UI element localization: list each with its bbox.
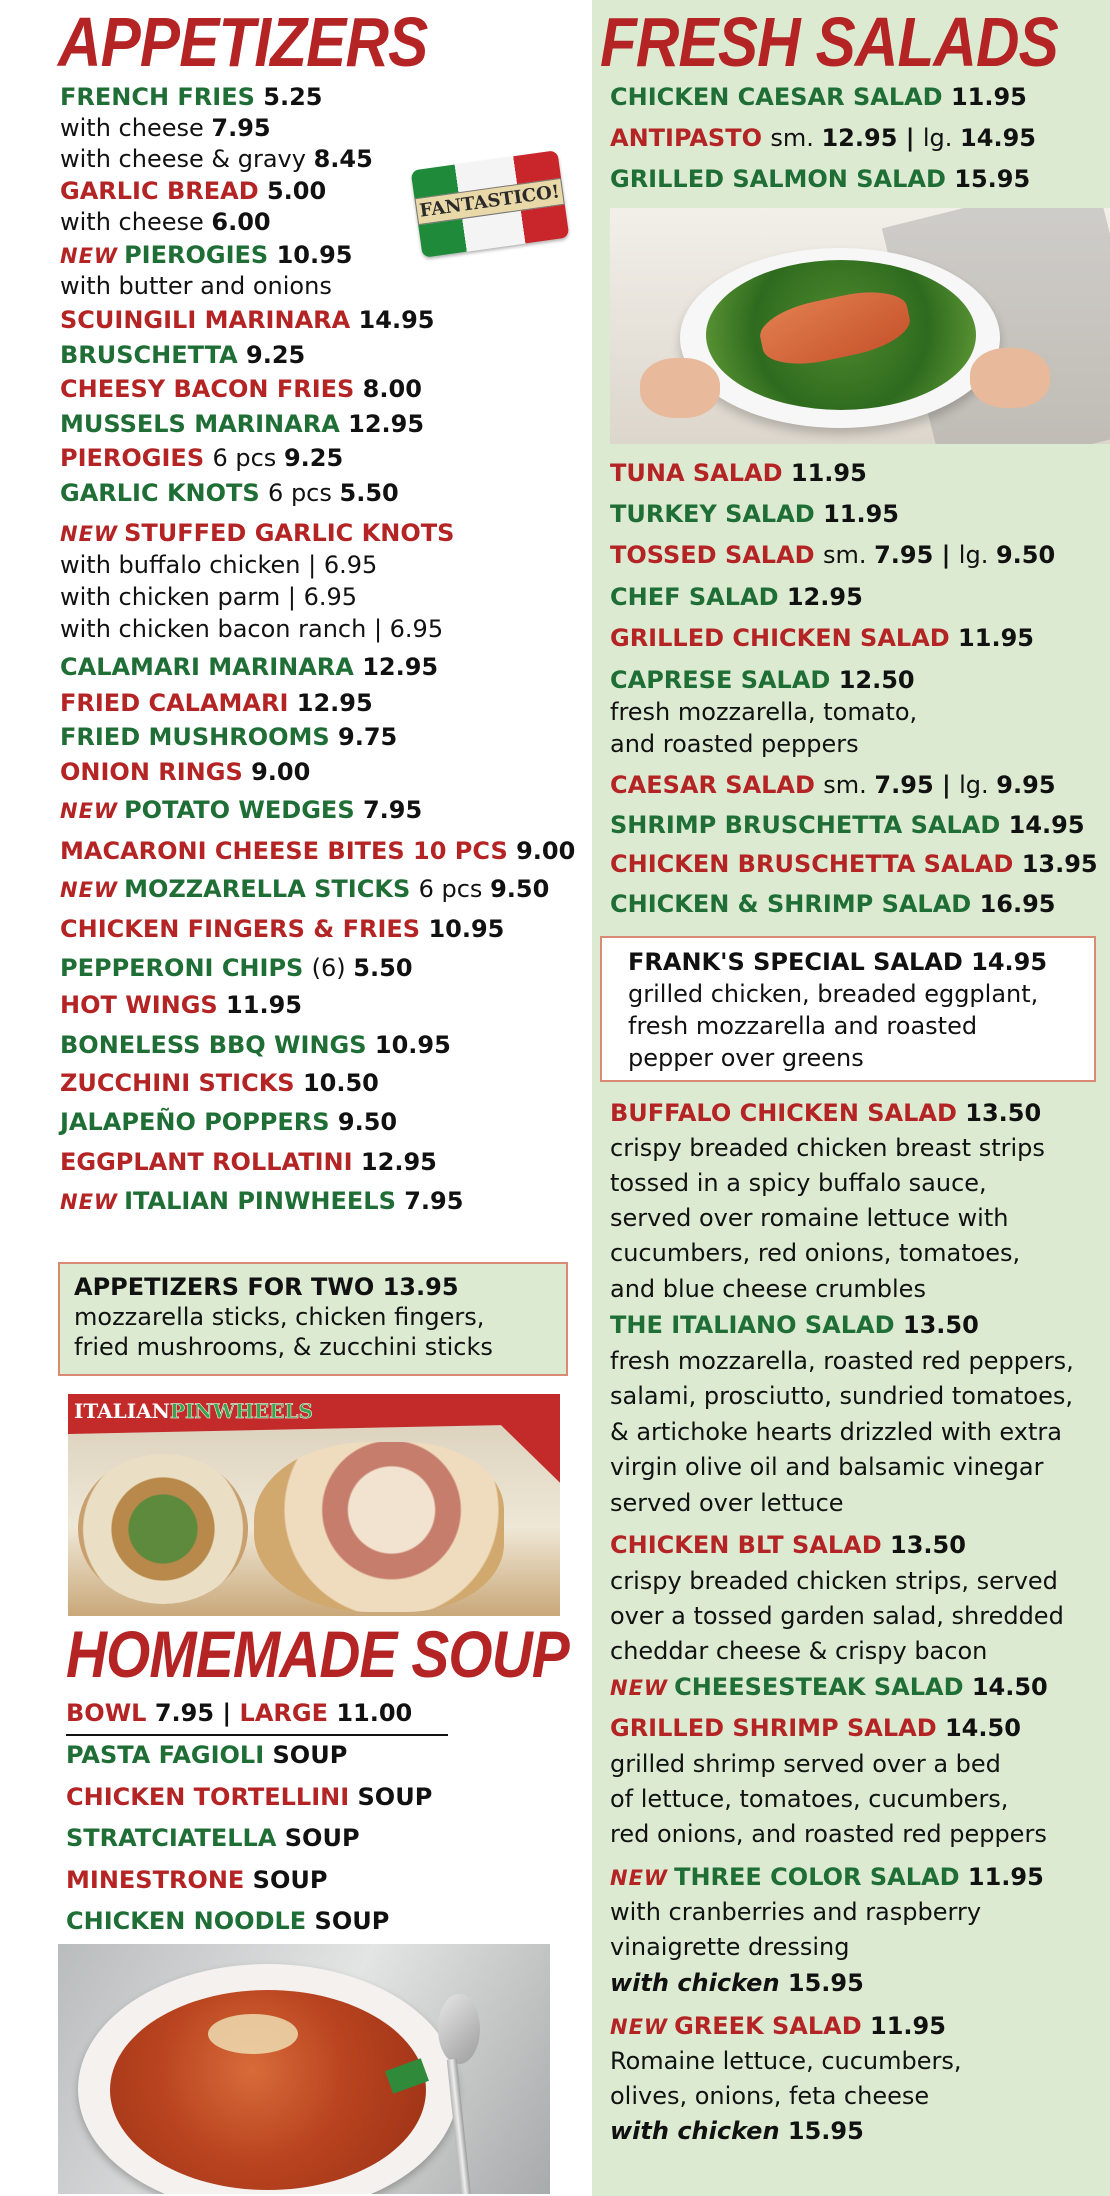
- new-label: NEW: [610, 2015, 669, 2039]
- item-name: CHEF SALAD: [610, 583, 787, 611]
- item-detail: 12.95: [360, 1148, 437, 1176]
- item-detail: sm.: [770, 124, 822, 152]
- salad-fresh-mozzarella-roasted-red-peppers: [610, 1346, 1074, 1376]
- item-detail: 9.00: [251, 758, 311, 786]
- item-name: CHEESY BACON FRIES: [60, 375, 363, 403]
- item-name: BONELESS BBQ WINGS: [60, 1031, 375, 1059]
- item-name: GRILLED CHICKEN SALAD: [610, 624, 959, 652]
- item-detail: sm.: [822, 541, 875, 569]
- item-detail: 7.95: [404, 1187, 464, 1215]
- minestrone-soup-photo: [58, 1944, 550, 2194]
- item-detail: 7.95: [362, 796, 423, 824]
- item-detail: 10.50: [302, 1069, 379, 1097]
- item-detail: with chicken: [610, 2117, 788, 2145]
- fantastico-badge: [411, 150, 570, 258]
- item-name: TURKEY SALAD: [610, 500, 824, 528]
- appetizer-mussels-marinara: [60, 409, 424, 439]
- item-detail: cucumbers, red onions, tomatoes,: [610, 1239, 1021, 1267]
- item-name: CHEESESTEAK SALAD: [674, 1673, 972, 1701]
- salad-chicken-blt-salad: [610, 1530, 966, 1560]
- item-name: BUFFALO CHICKEN SALAD: [610, 1099, 966, 1127]
- item-detail: with cheese: [60, 114, 212, 142]
- item-detail: with chicken parm | 6.95: [60, 583, 358, 611]
- soup-stratciatella: [66, 1823, 360, 1853]
- salad-crispy-breaded-chicken-strips-served: [610, 1566, 1058, 1596]
- item-detail: over a tossed garden salad, shredded: [610, 1602, 1064, 1630]
- salad-greek-salad: [610, 2011, 946, 2042]
- appetizer-fried-calamari: [60, 688, 373, 718]
- item-name: GRILLED SALMON SALAD: [610, 165, 955, 193]
- item-detail: with buffalo chicken | 6.95: [60, 551, 378, 579]
- item-detail: SOUP: [314, 1907, 390, 1935]
- appetizer-with-cheese: [60, 207, 271, 237]
- item-name: MACARONI CHEESE BITES 10 PCS: [60, 837, 517, 865]
- item-detail: 5.50: [339, 479, 399, 507]
- item-detail: 11.95: [790, 459, 867, 487]
- new-label: NEW: [610, 1866, 669, 1890]
- item-name: CHICKEN BLT SALAD: [610, 1531, 891, 1559]
- item-name: BRUSCHETTA: [60, 341, 246, 369]
- item-detail: 13.95: [1021, 850, 1098, 878]
- item-name: STUFFED GARLIC KNOTS: [124, 519, 455, 547]
- item-detail: 11.95: [967, 1863, 1044, 1891]
- item-detail: SOUP: [252, 1865, 328, 1894]
- appetizer-jalape-o-poppers: [60, 1107, 397, 1137]
- item-detail: 14.95: [960, 124, 1036, 152]
- appetizer-boneless-bbq-wings: [60, 1030, 451, 1060]
- item-detail: sm.: [823, 771, 875, 799]
- salad-fresh-mozzarella-tomato: [610, 697, 917, 727]
- appetizers-for-two-desc-1: mozzarella sticks, chicken fingers,: [74, 1303, 485, 1331]
- salad-cucumbers-red-onions-tomatoes: [610, 1238, 1020, 1268]
- salad-caesar-salad: [610, 770, 1056, 800]
- item-detail: 15.95: [954, 165, 1031, 193]
- item-name: FRIED CALAMARI: [60, 689, 297, 717]
- item-detail: cheddar cheese & crispy bacon: [610, 1637, 988, 1665]
- item-detail: 13.50: [965, 1099, 1042, 1127]
- franks-special-desc-3: pepper over greens: [628, 1044, 864, 1072]
- appetizer-garlic-bread: [60, 176, 326, 206]
- appetizer-with-butter-and-onions: [60, 271, 332, 301]
- item-detail: crispy breaded chicken strips, served: [610, 1567, 1058, 1595]
- item-name: GRILLED SHRIMP SALAD: [610, 1714, 945, 1742]
- appetizer-macaroni-cheese-bites-10-pcs: [60, 836, 575, 866]
- item-name: STRATCIATELLA: [66, 1824, 285, 1852]
- appetizer-potato-wedges: [60, 795, 422, 826]
- item-detail: red onions, and roasted red peppers: [610, 1820, 1047, 1848]
- item-name: SHRIMP BRUSCHETTA SALAD: [610, 811, 1009, 839]
- item-detail: SOUP: [357, 1782, 433, 1811]
- item-name: JALAPEÑO POPPERS: [60, 1108, 338, 1136]
- salad-grilled-salmon-salad: [610, 164, 1030, 194]
- salad-served-over-lettuce: [610, 1488, 844, 1518]
- item-detail: fresh mozzarella, tomato,: [610, 698, 918, 726]
- item-detail: with chicken bacon ranch | 6.95: [60, 615, 444, 643]
- item-detail: 5.50: [353, 954, 413, 982]
- salad-cheddar-cheese-crispy-bacon: [610, 1636, 987, 1666]
- item-detail: tossed in a spicy buffalo sauce,: [610, 1169, 987, 1197]
- item-detail: 14.95: [358, 306, 435, 334]
- item-detail: served over lettuce: [610, 1489, 844, 1517]
- salad-shrimp-bruschetta-salad: [610, 810, 1085, 840]
- salad-romaine-lettuce-cucumbers: [610, 2046, 962, 2076]
- appetizer-calamari-marinara: [60, 652, 438, 682]
- appetizer-with-cheese-gravy: [60, 144, 373, 174]
- item-detail: fresh mozzarella, roasted red peppers,: [610, 1347, 1074, 1375]
- appetizer-scuingili-marinara: [60, 305, 434, 335]
- new-label: NEW: [60, 244, 119, 268]
- item-detail: 14.50: [944, 1714, 1021, 1742]
- salad-with-chicken: [610, 2116, 864, 2146]
- item-name: FRIED MUSHROOMS: [60, 723, 339, 751]
- salad-tuna-salad: [610, 458, 867, 488]
- franks-special-box: [600, 936, 1096, 1082]
- item-name: TUNA SALAD: [610, 459, 791, 487]
- item-detail: 9.25: [283, 444, 344, 472]
- item-detail: and roasted peppers: [610, 730, 859, 758]
- item-detail: 12.95: [348, 410, 425, 438]
- item-detail: with cheese & gravy: [60, 145, 314, 173]
- item-detail: 12.95: [786, 583, 863, 611]
- salad-caprese-salad: [610, 665, 915, 695]
- item-name: TOSSED SALAD: [610, 541, 823, 569]
- salad-olives-onions-feta-cheese: [610, 2081, 929, 2111]
- appetizers-heading: APPETIZERS: [58, 3, 428, 81]
- item-detail: & artichoke hearts drizzled with extra: [610, 1418, 1062, 1446]
- salad-with-cranberries-and-raspberry: [610, 1897, 981, 1927]
- appetizer-bruschetta: [60, 340, 305, 370]
- new-label: NEW: [60, 522, 119, 546]
- franks-special-desc-1: grilled chicken, breaded eggplant,: [628, 980, 1039, 1008]
- item-name: CHICKEN BRUSCHETTA SALAD: [610, 850, 1022, 878]
- appetizer-with-cheese: [60, 113, 271, 143]
- item-name: CAPRESE SALAD: [610, 666, 839, 694]
- salad-artichoke-hearts-drizzled-with-extra: [610, 1417, 1062, 1447]
- appetizers-for-two-title: APPETIZERS FOR TWO 13.95: [74, 1273, 459, 1301]
- item-name: THE ITALIANO SALAD: [610, 1311, 903, 1339]
- salad-and-blue-cheese-crumbles: [610, 1274, 926, 1304]
- item-detail: vinaigrette dressing: [610, 1933, 850, 1961]
- salad-and-roasted-peppers: [610, 729, 859, 759]
- item-name: PIEROGIES: [124, 241, 277, 269]
- item-detail: 8.45: [313, 145, 373, 173]
- pinwheels-banner-word-2: PINWHEELS: [169, 1399, 313, 1423]
- size-price: 11.00: [336, 1699, 413, 1727]
- appetizers-for-two-box: [58, 1262, 568, 1376]
- item-detail: grilled shrimp served over a bed: [610, 1750, 1001, 1778]
- item-detail: 9.00: [516, 837, 576, 865]
- item-detail: 5.00: [266, 177, 327, 205]
- item-name: MUSSELS MARINARA: [60, 410, 349, 438]
- item-name: ONION RINGS: [60, 758, 252, 786]
- salad-of-lettuce-tomatoes-cucumbers: [610, 1784, 1008, 1814]
- appetizer-onion-rings: [60, 757, 310, 787]
- appetizer-hot-wings: [60, 990, 302, 1020]
- appetizers-for-two-desc-2: fried mushrooms, & zucchini sticks: [74, 1333, 493, 1361]
- salmon-salad-photo: [610, 208, 1110, 444]
- item-detail: salami, prosciutto, sundried tomatoes,: [610, 1382, 1073, 1410]
- item-name: CHICKEN NOODLE: [66, 1907, 315, 1935]
- fresh-salads-heading: FRESH SALADS: [600, 3, 1058, 81]
- item-detail: virgin olive oil and balsamic vinegar: [610, 1453, 1044, 1481]
- item-detail: 12.95: [362, 653, 439, 681]
- item-detail: 9.25: [246, 341, 306, 369]
- item-detail: 6 pcs: [268, 479, 340, 507]
- salad-grilled-chicken-salad: [610, 623, 1034, 653]
- soup-price-underline: [66, 1734, 448, 1736]
- item-detail: 11.95: [823, 500, 899, 528]
- appetizer-pepperoni-chips: [60, 953, 413, 983]
- new-label: NEW: [610, 1676, 669, 1700]
- item-detail: 14.50: [971, 1673, 1048, 1701]
- franks-special-desc-2: fresh mozzarella and roasted: [628, 1012, 978, 1040]
- soup-chicken-tortellini: [66, 1782, 432, 1812]
- size-price: 7.95 |: [154, 1699, 240, 1727]
- item-name: CALAMARI MARINARA: [60, 653, 363, 681]
- salad-crispy-breaded-chicken-breast-strips: [610, 1133, 1045, 1163]
- soup-minestrone: [66, 1865, 327, 1895]
- salad-turkey-salad: [610, 499, 899, 529]
- item-detail: (6): [311, 954, 354, 982]
- salad-cheesesteak-salad: [610, 1672, 1048, 1703]
- item-name: MOZZARELLA STICKS: [124, 875, 419, 903]
- item-name: EGGPLANT ROLLATINI: [60, 1148, 361, 1176]
- item-detail: SOUP: [284, 1824, 360, 1852]
- fantastico-badge-label: FANTASTICO!: [414, 178, 564, 225]
- new-label: NEW: [60, 1190, 119, 1214]
- item-detail: lg.: [922, 124, 961, 152]
- item-name: SCUINGILI MARINARA: [60, 306, 359, 334]
- item-name: CHICKEN TORTELLINI: [66, 1782, 358, 1811]
- salad-salami-prosciutto-sundried-tomatoes: [610, 1381, 1073, 1411]
- salad-chicken-caesar-salad: [610, 82, 1027, 112]
- item-detail: 14.95: [1008, 811, 1085, 839]
- soup-chicken-noodle: [66, 1906, 389, 1936]
- item-name: GREEK SALAD: [674, 2012, 871, 2040]
- item-detail: 6 pcs: [212, 444, 284, 472]
- salad-the-italiano-salad: [610, 1310, 979, 1340]
- salad-tossed-in-a-spicy-buffalo-sauce: [610, 1168, 987, 1198]
- homemade-soup-heading: HOMEMADE SOUP: [66, 1617, 569, 1691]
- item-name: GARLIC KNOTS: [60, 479, 269, 507]
- new-label: NEW: [60, 799, 119, 823]
- item-name: CHICKEN CAESAR SALAD: [610, 83, 951, 111]
- item-detail: 12.50: [838, 666, 915, 694]
- item-detail: 11.95: [870, 2012, 946, 2040]
- item-detail: 7.95 |: [874, 541, 959, 569]
- item-detail: 8.00: [362, 375, 422, 403]
- appetizer-with-buffalo-chicken-6-95: [60, 550, 377, 580]
- salad-with-chicken: [610, 1968, 864, 1998]
- salad-grilled-shrimp-served-over-a-bed: [610, 1749, 1001, 1779]
- item-name: THREE COLOR SALAD: [674, 1863, 968, 1891]
- appetizer-pierogies: [60, 240, 352, 271]
- salad-chef-salad: [610, 582, 863, 612]
- item-detail: Romaine lettuce, cucumbers,: [610, 2047, 962, 2075]
- item-detail: lg.: [959, 771, 997, 799]
- item-detail: 10.95: [428, 915, 505, 943]
- item-name: ANTIPASTO: [610, 124, 771, 152]
- item-detail: 9.50: [337, 1108, 398, 1136]
- item-name: HOT WINGS: [60, 991, 227, 1019]
- item-detail: 9.50: [490, 875, 550, 903]
- appetizer-italian-pinwheels: [60, 1186, 463, 1217]
- item-detail: 11.95: [958, 624, 1034, 652]
- item-detail: with cranberries and raspberry: [610, 1898, 982, 1926]
- item-detail: crispy breaded chicken breast strips: [610, 1134, 1045, 1162]
- item-name: PASTA FAGIOLI: [66, 1741, 273, 1769]
- item-detail: 11.95: [950, 83, 1027, 111]
- salad-virgin-olive-oil-and-balsamic-vinegar: [610, 1452, 1043, 1482]
- appetizer-chicken-fingers-fries: [60, 914, 504, 944]
- item-detail: 7.95 |: [874, 771, 960, 799]
- appetizer-fried-mushrooms: [60, 722, 397, 752]
- item-detail: lg.: [958, 541, 996, 569]
- soup-price-line: [66, 1698, 412, 1728]
- item-name: CHICKEN & SHRIMP SALAD: [610, 890, 980, 918]
- appetizer-pierogies: [60, 443, 343, 473]
- item-name: PEPPERONI CHIPS: [60, 954, 312, 982]
- item-detail: of lettuce, tomatoes, cucumbers,: [610, 1785, 1009, 1813]
- franks-special-title: FRANK'S SPECIAL SALAD 14.95: [628, 948, 1048, 976]
- item-detail: 6.00: [211, 208, 271, 236]
- appetizer-with-chicken-parm-6-95: [60, 582, 357, 612]
- appetizer-stuffed-garlic-knots: [60, 518, 454, 549]
- item-detail: 13.50: [902, 1311, 979, 1339]
- salad-chicken-bruschetta-salad: [610, 849, 1098, 879]
- salad-vinaigrette-dressing: [610, 1932, 849, 1962]
- salad-three-color-salad: [610, 1862, 1044, 1893]
- item-detail: with butter and onions: [60, 272, 332, 300]
- item-detail: 6 pcs: [418, 875, 491, 903]
- salad-grilled-shrimp-salad: [610, 1713, 1021, 1743]
- item-detail: 10.95: [276, 241, 353, 269]
- italian-pinwheels-photo: [68, 1394, 560, 1616]
- item-detail: 9.75: [338, 723, 398, 751]
- item-detail: 15.95: [787, 1969, 864, 1997]
- item-name: POTATO WEDGES: [124, 796, 363, 824]
- item-detail: served over romaine lettuce with: [610, 1204, 1009, 1232]
- appetizer-mozzarella-sticks: [60, 874, 549, 905]
- item-detail: olives, onions, feta cheese: [610, 2082, 930, 2110]
- size-label: LARGE: [239, 1699, 337, 1727]
- salad-served-over-romaine-lettuce-with: [610, 1203, 1008, 1233]
- item-name: CAESAR SALAD: [610, 771, 824, 799]
- item-detail: 16.95: [979, 890, 1056, 918]
- item-name: MINESTRONE: [66, 1865, 253, 1894]
- soup-pasta-fagioli: [66, 1740, 347, 1770]
- item-detail: 10.95: [374, 1031, 451, 1059]
- item-detail: 7.95: [211, 114, 271, 142]
- item-detail: 9.95: [996, 771, 1056, 799]
- new-label: NEW: [60, 878, 119, 902]
- item-name: GARLIC BREAD: [60, 177, 267, 205]
- appetizer-zucchini-sticks: [60, 1068, 379, 1098]
- item-detail: 15.95: [787, 2117, 864, 2145]
- right-column: [592, 0, 1110, 2196]
- appetizer-french-fries: [60, 82, 322, 112]
- salad-buffalo-chicken-salad: [610, 1098, 1041, 1128]
- item-detail: 11.95: [226, 991, 302, 1019]
- item-detail: 9.50: [995, 541, 1056, 569]
- salad-chicken-shrimp-salad: [610, 889, 1056, 919]
- item-name: ZUCCHINI STICKS: [60, 1069, 303, 1097]
- salad-red-onions-and-roasted-red-peppers: [610, 1819, 1047, 1849]
- item-name: PIEROGIES: [60, 444, 213, 472]
- appetizer-with-chicken-bacon-ranch-6-95: [60, 614, 443, 644]
- item-detail: and blue cheese crumbles: [610, 1275, 926, 1303]
- item-detail: 5.25: [263, 83, 323, 111]
- item-detail: with chicken: [610, 1969, 788, 1997]
- salad-over-a-tossed-garden-salad-shredded: [610, 1601, 1064, 1631]
- salad-tossed-salad: [610, 540, 1055, 570]
- appetizer-garlic-knots: [60, 478, 399, 508]
- item-detail: SOUP: [272, 1741, 348, 1769]
- item-detail: 13.50: [890, 1531, 966, 1559]
- item-detail: 12.95: [296, 689, 373, 717]
- item-detail: 12.95 |: [821, 124, 923, 152]
- item-name: CHICKEN FINGERS & FRIES: [60, 915, 429, 943]
- appetizer-eggplant-rollatini: [60, 1147, 437, 1177]
- item-name: FRENCH FRIES: [60, 83, 264, 111]
- salad-antipasto: [610, 123, 1036, 153]
- item-name: ITALIAN PINWHEELS: [124, 1187, 405, 1215]
- pinwheels-banner-word-1: ITALIAN: [74, 1399, 170, 1423]
- item-detail: with cheese: [60, 208, 212, 236]
- size-label: BOWL: [66, 1699, 155, 1727]
- appetizer-cheesy-bacon-fries: [60, 374, 422, 404]
